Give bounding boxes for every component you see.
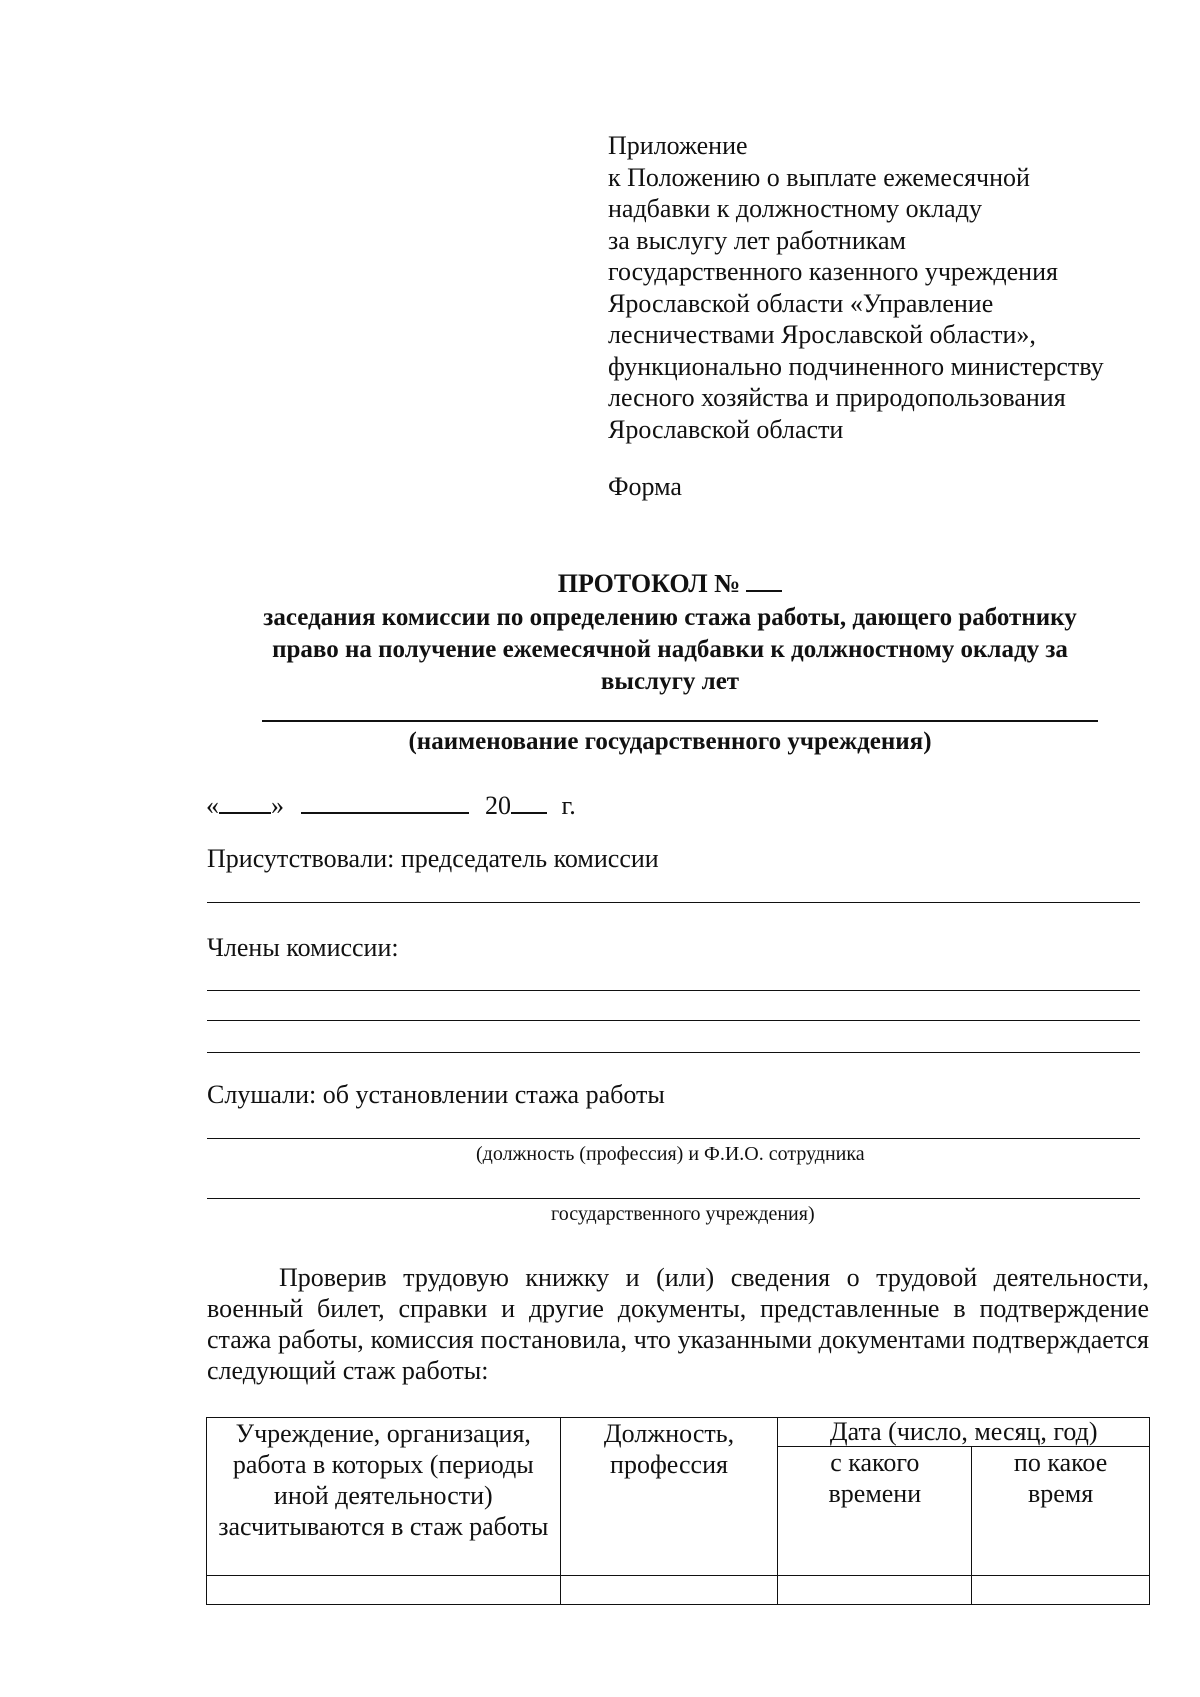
header-institution: Учреждение, организация, работа в которых (периоды иной деятельности) засчитываются в стаж работы <box>207 1418 561 1576</box>
member-field[interactable] <box>207 1020 1140 1021</box>
decision-paragraph: Проверив трудовую книжку и (или) сведения о трудовой деятельности, военный билет, справки и другие документы, представленные в подтверждение стажа работы, комиссия постановила, что указанными документами подтверждается следующий стаж работы: <box>207 1263 1149 1385</box>
institution-name-field[interactable] <box>262 720 1098 722</box>
employee-field[interactable] <box>207 1138 1140 1139</box>
appendix-line: лесного хозяйства и природопользования <box>608 383 1066 412</box>
close-quote: » <box>271 791 284 820</box>
open-quote: « <box>206 791 219 820</box>
subtitle-line: заседания комиссии по определению стажа работы, дающего работнику <box>263 604 1077 631</box>
protocol-subtitle <box>200 602 1140 698</box>
header-date-from: с какого времени <box>778 1447 972 1576</box>
appendix-line: государственного казенного учреждения <box>608 257 1058 286</box>
heard-label: Слушали: об установлении стажа работы <box>207 1080 665 1109</box>
table-cell[interactable] <box>972 1576 1150 1605</box>
day-field[interactable] <box>219 790 271 814</box>
subtitle-line: выслугу лет <box>600 668 740 695</box>
appendix-line: к Положению о выплате ежемесячной <box>608 162 1030 192</box>
appendix-line: надбавки к должностному окладу <box>608 194 982 223</box>
year-prefix: 20 <box>485 791 511 820</box>
present-label: Присутствовали: председатель комиссии <box>207 844 659 873</box>
appendix-line: Ярославской области «Управление <box>608 288 994 318</box>
form-label: Форма <box>608 472 682 501</box>
member-field[interactable] <box>207 1052 1140 1053</box>
protocol-number-field[interactable] <box>746 568 782 592</box>
table-cell[interactable] <box>560 1576 778 1605</box>
header-position: Должность, профессия <box>560 1418 778 1576</box>
institution-caption: (наименование государственного учреждения) <box>408 728 932 755</box>
employee-caption: (должность (профессия) и Ф.И.О. сотрудника <box>476 1143 865 1165</box>
header-date-to: по какое время <box>972 1447 1150 1576</box>
table-row <box>207 1576 1150 1605</box>
protocol-title-text: ПРОТОКОЛ № <box>557 569 741 598</box>
appendix-line: Приложение <box>608 131 748 160</box>
appendix-line: Ярославской области <box>608 414 844 444</box>
institution-caption-2: государственного учреждения) <box>551 1203 815 1225</box>
appendix-block <box>608 130 1168 445</box>
month-field[interactable] <box>301 790 469 814</box>
table-cell[interactable] <box>207 1576 561 1605</box>
table-cell[interactable] <box>778 1576 972 1605</box>
members-label: Члены комиссии: <box>207 933 399 962</box>
institution-field[interactable] <box>207 1198 1140 1199</box>
appendix-line: лесничествами Ярославской области», <box>608 320 1036 349</box>
chairman-field[interactable] <box>207 902 1140 903</box>
table-header-row <box>207 1418 1150 1447</box>
protocol-title <box>200 568 1140 599</box>
header-date: Дата (число, месяц, год) <box>778 1418 1150 1447</box>
year-field[interactable] <box>511 790 547 814</box>
member-field[interactable] <box>207 990 1140 991</box>
date-row <box>206 790 576 821</box>
work-experience-table <box>206 1417 1150 1605</box>
subtitle-line: право на получение ежемесячной надбавки к должностному окладу за <box>272 636 1068 663</box>
year-suffix: г. <box>561 791 576 820</box>
appendix-line: за выслугу лет работникам <box>608 225 906 255</box>
appendix-line: функционально подчиненного министерству <box>608 351 1104 381</box>
